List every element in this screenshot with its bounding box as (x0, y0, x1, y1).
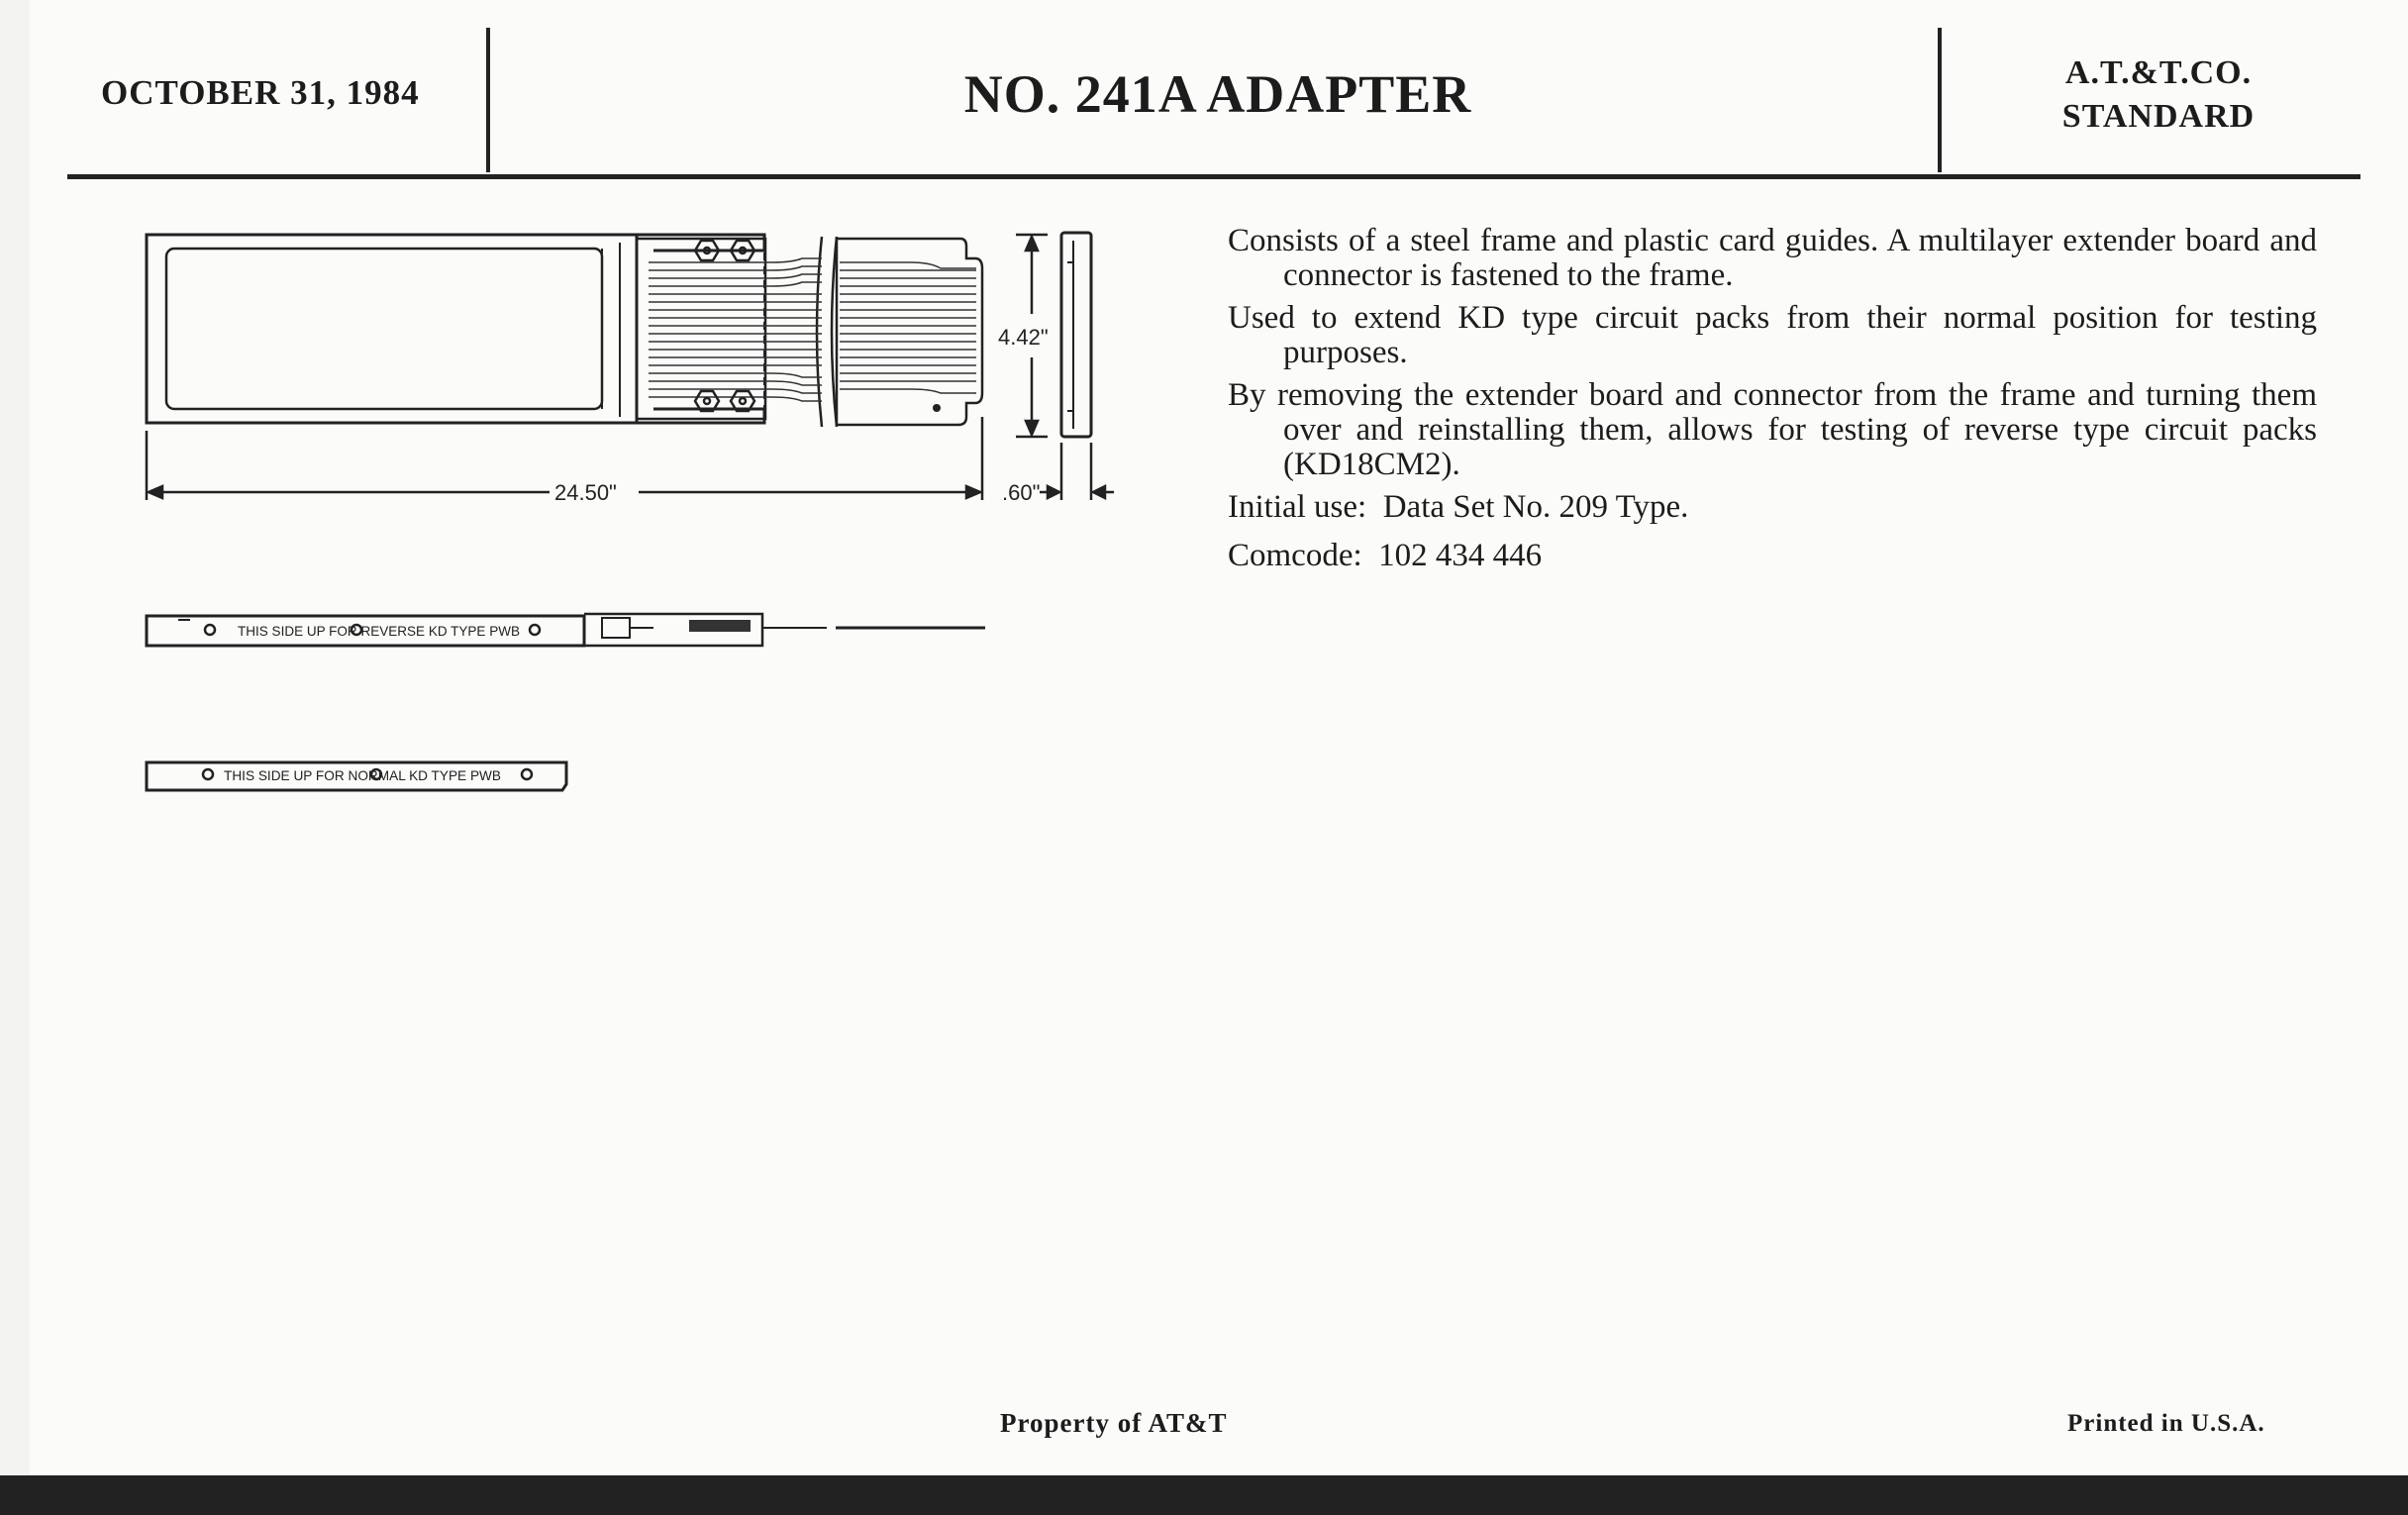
circuit-traces (649, 258, 976, 401)
normal-side-label: THIS SIDE UP FOR NORMAL KD TYPE PWB (224, 767, 501, 783)
card-left-edge (0, 0, 32, 1475)
thickness-dimension (1040, 443, 1114, 500)
adapter-frame-outline (147, 235, 637, 423)
thickness-label: .60" (1002, 480, 1041, 505)
card-guide-area (166, 249, 602, 409)
description-paragraph-3: By removing the extender board and connector from the frame and turning them over and reinstalling them, allows for testing of reverse type circuit packs (KD18CM2). (1228, 377, 2317, 482)
page-title: NO. 241A ADAPTER (963, 64, 1472, 124)
comcode: Comcode: 102 434 446 (1228, 538, 1543, 573)
standard-line-1: A.T.&T.CO. (2064, 54, 2253, 91)
header-divider-left (486, 28, 490, 172)
standard-line-2: STANDARD (2061, 98, 2256, 135)
description-text (1228, 224, 2317, 587)
height-label: 4.42" (998, 325, 1049, 350)
adapter-side-view-normal (139, 755, 574, 800)
spec-card (30, 0, 2408, 1475)
standard-label (1941, 51, 2376, 139)
header-date: OCTOBER 31, 1984 (101, 73, 420, 112)
length-label: 24.50" (554, 480, 617, 505)
scan-bottom-strip (0, 1475, 2408, 1515)
end-view-outline (1061, 233, 1091, 437)
description-paragraph-2: Used to extend KD type circuit packs from their normal position for testing purposes. (1228, 300, 2317, 370)
adapter-side-view-reverse (139, 606, 1000, 656)
reverse-side-label: THIS SIDE UP FOR REVERSE KD TYPE PWB (238, 623, 520, 639)
extender-board-right (837, 239, 982, 425)
initial-use: Initial use: Data Set No. 209 Type. (1228, 489, 1689, 525)
footer-printed: Printed in U.S.A. (2067, 1410, 2265, 1437)
adapter-top-view-drawing (139, 223, 1139, 510)
description-paragraph-1: Consists of a steel frame and plastic card guides. A multilayer extender board and connector is fastened to the frame. (1228, 223, 2317, 293)
footer-property: Property of AT&T (1000, 1408, 1228, 1438)
header-rule (67, 174, 2360, 179)
